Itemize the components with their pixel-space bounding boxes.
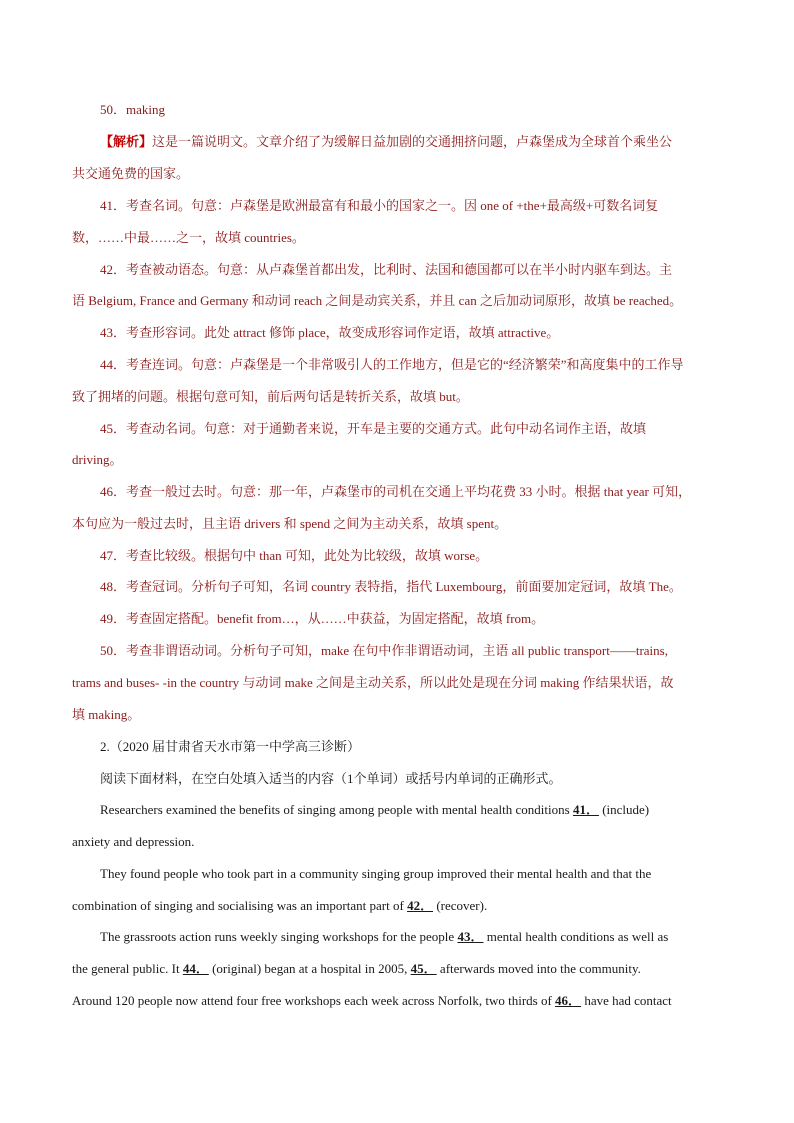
passage-line-1	[100, 801, 724, 819]
passage-text: the general public. It	[72, 961, 183, 976]
blank-46: 46．	[555, 993, 582, 1008]
answer-50: 50．making	[100, 102, 165, 117]
explanation-49: 49．考查固定搭配。benefit from…，从……中获益，为固定搭配，故填 from。	[100, 611, 545, 626]
passage-text: Around 120 people now attend four free workshops each week across Norfolk, two thirds of	[72, 993, 556, 1008]
explanation-47: 47．考查比较级。根据句中 than 可知，此处为比较级，故填 worse。	[100, 548, 489, 563]
blank-42: 42．	[407, 898, 434, 913]
explanation-42-line-2: 语 Belgium, France and Germany 和动词 reach 之间是动宾关系，并且 can 之后加动词原形，故填 be reached。	[72, 293, 683, 308]
explanation-43: 43．考查形容词。此处 attract 修饰 place，故变成形容词作定语，故填 attractive。	[100, 325, 560, 340]
question-2-instruction: 阅读下面材料，在空白处填入适当的内容（1个单词）或括号内单词的正确形式。	[100, 771, 562, 786]
passage-text: (original) began at a hospital in 2005,	[208, 961, 411, 976]
explanation-50-line-1: 50．考查非谓语动词。分析句子可知，make 在句中作非谓语动词，主语 all public transport——trains,	[100, 643, 668, 658]
blank-44: 44．	[182, 961, 209, 976]
passage-line-2: anxiety and depression.	[72, 834, 195, 849]
blank-41: 41．	[572, 802, 599, 817]
explanation-44-line-1: 44．考查连词。句意：卢森堡是一个非常吸引人的工作地方，但是它的“经济繁荣”和高度集中的工作导	[100, 357, 684, 372]
analysis-tag: 【解析】	[100, 134, 153, 149]
passage-line-4	[72, 897, 724, 915]
explanation-45-line-2: driving。	[72, 452, 123, 467]
analysis-text-1: 这是一篇说明文。文章介绍了为缓解日益加剧的交通拥挤问题，卢森堡成为全球首个乘坐公	[152, 134, 673, 149]
explanation-41-line-1: 41．考查名词。句意：卢森堡是欧洲最富有和最小的国家之一。因 one of +the+最高级+可数名词复	[100, 198, 659, 213]
explanation-48: 48．考查冠词。分析句子可知，名词 country 表特指，指代 Luxembourg，前面要加定冠词，故填 The。	[100, 579, 682, 594]
explanation-50-line-3: 填 making。	[72, 707, 141, 722]
analysis-line-1	[100, 133, 724, 151]
passage-text: afterwards moved into the community.	[436, 961, 641, 976]
passage-line-7	[72, 992, 724, 1010]
passage-line-5	[100, 928, 724, 946]
question-2-header: 2.（2020 届甘肃省天水市第一中学高三诊断）	[100, 739, 361, 754]
explanation-46-line-1: 46．考查一般过去时。句意：那一年，卢森堡市的司机在交通上平均花费 33 小时。根据 that year 可知，	[100, 484, 692, 499]
passage-text: (recover).	[433, 898, 488, 913]
explanation-44-line-2: 致了拥堵的问题。根据句意可知，前后两句话是转折关系，故填 but。	[72, 389, 469, 404]
explanation-42-line-1: 42．考查被动语态。句意：从卢森堡首都出发，比利时、法国和德国都可以在半小时内驱车到达。主	[100, 262, 673, 277]
passage-line-6	[72, 960, 724, 978]
passage-text: have had contact	[581, 993, 672, 1008]
blank-43: 43．	[457, 929, 484, 944]
passage-text: Researchers examined the benefits of singing among people with mental health conditions	[100, 802, 573, 817]
analysis-line-2: 共交通免费的国家。	[72, 166, 190, 181]
passage-line-3: They found people who took part in a community singing group improved their mental health and that the	[100, 866, 652, 881]
passage-text: mental health conditions as well as	[483, 929, 669, 944]
explanation-46-line-2: 本句应为一般过去时，且主语 drivers 和 spend 之间为主动关系，故填 spent。	[72, 516, 508, 531]
explanation-50-line-2: trams and buses- -in the country 与动词 make 之间是主动关系，所以此处是现在分词 making 作结果状语，故	[72, 675, 674, 690]
blank-45: 45．	[410, 961, 437, 976]
explanation-41-line-2: 数，……中最……之一，故填 countries。	[72, 230, 305, 245]
passage-text: (include)	[598, 802, 650, 817]
explanation-45-line-1: 45．考查动名词。句意：对于通勤者来说，开车是主要的交通方式。此句中动名词作主语，故填	[100, 421, 647, 436]
passage-text: combination of singing and socialising was an important part of	[72, 898, 408, 913]
passage-text: The grassroots action runs weekly singing workshops for the people	[100, 929, 458, 944]
